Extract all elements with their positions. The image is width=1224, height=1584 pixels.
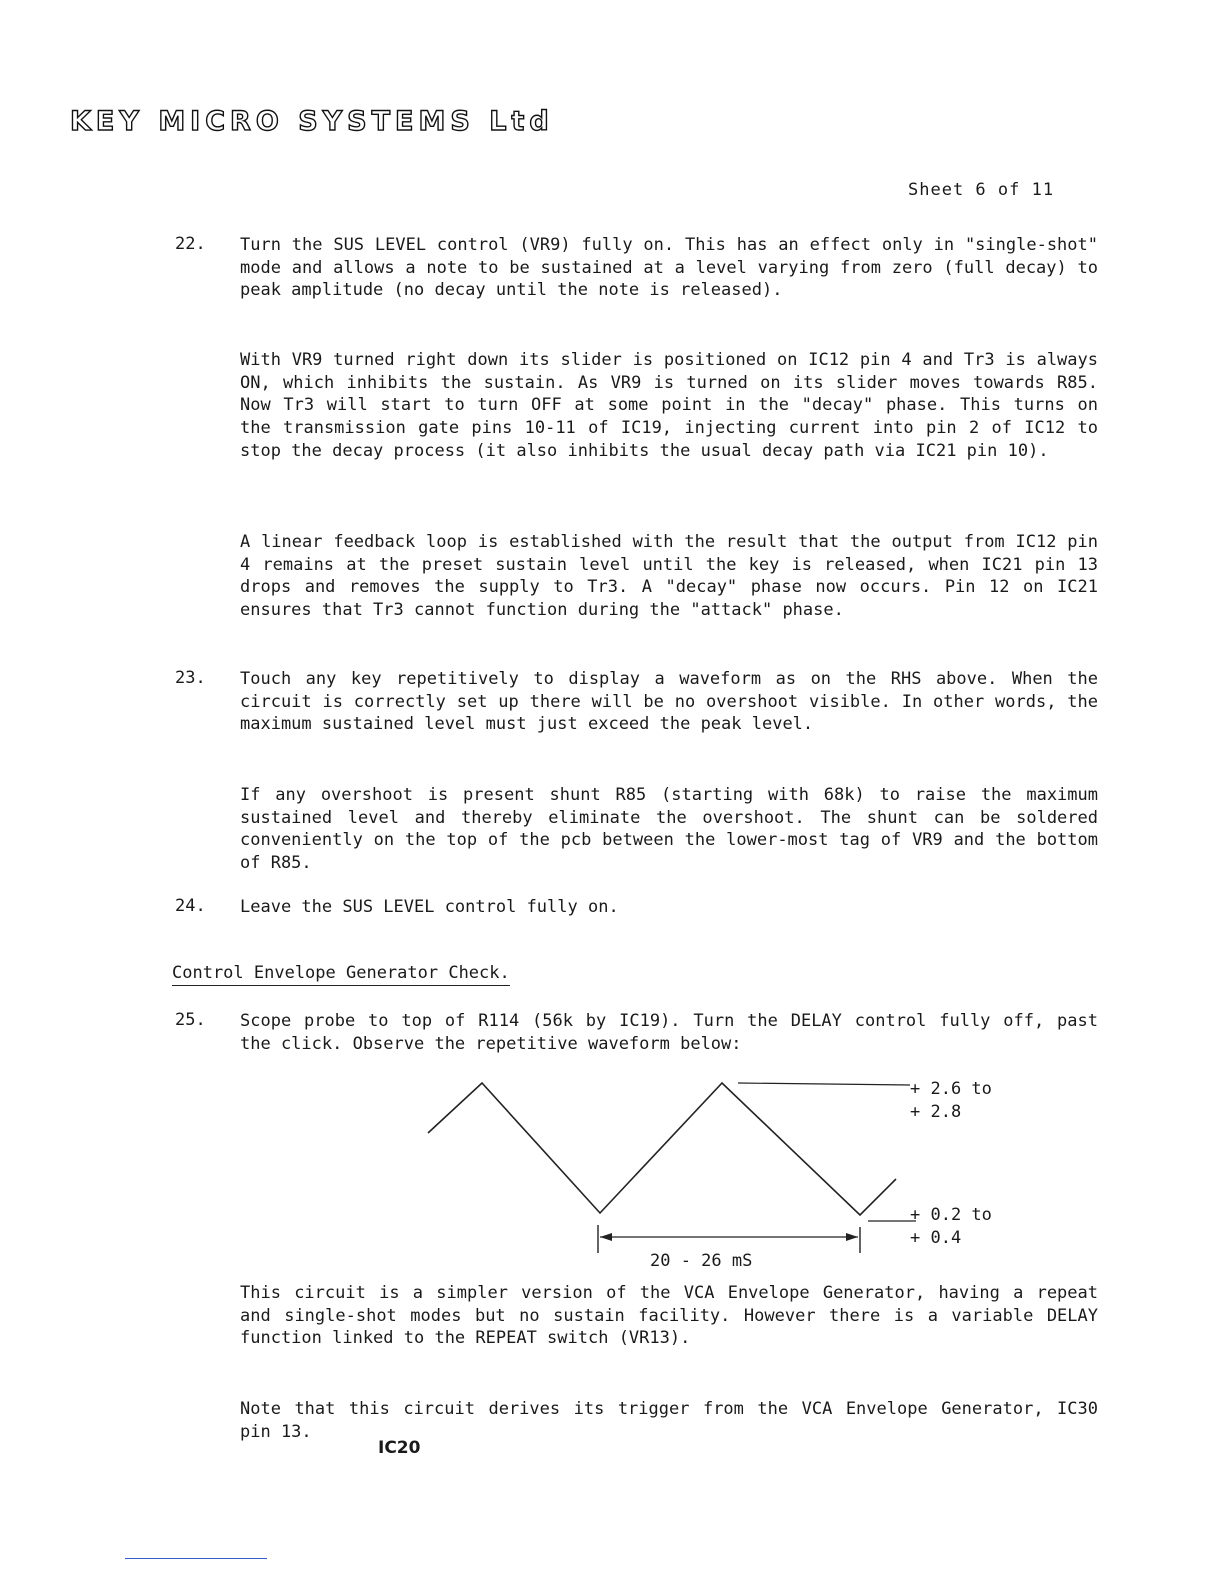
period-arrow-left <box>600 1233 612 1241</box>
sheet-number: Sheet 6 of 11 <box>908 180 1055 200</box>
circuit-description: This circuit is a simpler version of the VCA Envelope Generator, having a repeat and single-shot modes but no sustain facility. However there is a variable DELAY function linked to the REPEAT switch (VR13). <box>240 1283 1098 1349</box>
item-22-text: Turn the SUS LEVEL control (VR9) fully on. This has an effect only in "single-shot" mode and allows a note to be sustained at a level varying from zero (full decay) to peak amplitude (no decay until the note is released). <box>240 235 1098 301</box>
item-number-23: 23. <box>175 668 206 688</box>
item-25-text: Scope probe to top of R114 (56k by IC19). Turn the DELAY control fully off, past the click. Observe the repetitive waveform below: <box>240 1011 1098 1054</box>
peak-reference-line <box>738 1083 910 1085</box>
waveform-trace <box>428 1083 896 1215</box>
item-23-paragraph-2: If any overshoot is present shunt R85 (starting with 68k) to raise the maximum sustained level and thereby eliminate the overshoot. The shunt can be soldered conveniently on the top of the pcb between the lower-most tag of VR9 and the bottom of R85. <box>240 785 1098 874</box>
item-number-25: 25. <box>175 1010 206 1030</box>
item-22-paragraph-2: With VR9 turned right down its slider is positioned on IC12 pin 4 and Tr3 is always ON, which inhibits the sustain. As VR9 is turned on its slider moves towards R85. Now Tr3 will start to turn OFF at some point in the "decay" phase. This turns on the transmission gate pins 10-11 of IC19, injecting current into pin 2 of IC12 to stop the decay process (it also inhibits the usual decay path via IC21 pin 10). <box>240 350 1098 461</box>
period-arrow-right <box>846 1233 858 1241</box>
company-logo: KEY MICRO SYSTEMS Ltd <box>70 106 554 137</box>
item-number-24: 24. <box>175 896 206 916</box>
trigger-note: Note that this circuit derives its trigger from the VCA Envelope Generator, IC30 pin 13. <box>240 1399 1098 1442</box>
triangle-waveform-diagram <box>420 1075 1040 1275</box>
section-heading: Control Envelope Generator Check. <box>172 963 510 986</box>
item-24-text: Leave the SUS LEVEL control fully on. <box>240 897 619 917</box>
handwritten-note: IC20 <box>378 1438 421 1458</box>
peak-voltage-label: + 2.6 to <box>910 1079 992 1099</box>
item-number-22: 22. <box>175 234 206 254</box>
item-23-text: Touch any key repetitively to display a waveform as on the RHS above. When the circuit is correctly set up there will be no overshoot visible. In other words, the maximum sustained level must just exceed the peak level. <box>240 669 1098 735</box>
peak-voltage-label-2: + 2.8 <box>910 1102 962 1122</box>
footer-rule <box>125 1558 267 1559</box>
period-label: 20 - 26 mS <box>650 1251 753 1271</box>
item-22-paragraph-3: A linear feedback loop is established with the result that the output from IC12 pin 4 remains at the preset sustain level until the key is released, when IC21 pin 13 drops and removes the supply to Tr3. A "decay" phase now occurs. Pin 12 on IC21 ensures that Tr3 cannot function during the "attack" phase. <box>240 532 1098 621</box>
trough-voltage-label-2: + 0.4 <box>910 1228 962 1248</box>
trough-voltage-label: + 0.2 to <box>910 1205 992 1225</box>
